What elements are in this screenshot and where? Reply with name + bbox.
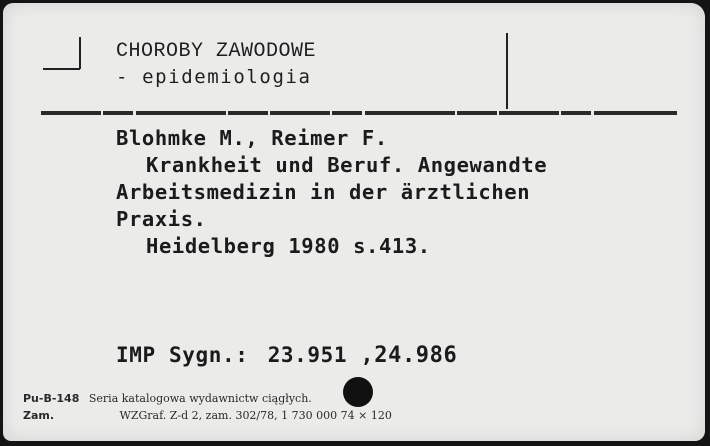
entry-title-line1: Krankheit und Beruf. Angewandte	[146, 153, 548, 177]
entry-publication: Heidelberg 1980 s.413.	[146, 234, 431, 258]
signature-suffix: ,24.986	[360, 343, 458, 368]
header-horizontal-rule	[41, 110, 681, 118]
signature-number: 23.951	[267, 343, 348, 367]
footer-line2-prefix: Zam.	[23, 409, 55, 422]
footer-line2-text: WZGraf. Z-d 2, zam. 302/78, 1 730 000 74 × 120	[119, 409, 392, 422]
catalog-card	[3, 3, 705, 441]
entry-author: Blohmke M., Reimer F.	[116, 126, 388, 150]
entry-title-line2: Arbeitsmedizin in der ärztlichen	[116, 180, 531, 204]
footer-line2	[23, 409, 392, 422]
footer-line1-text: Seria katalogowa wydawnictw ciągłych.	[88, 392, 312, 405]
corner-mark	[41, 35, 91, 75]
heading-title: CHOROBY ZAWODOWE	[116, 40, 317, 63]
punch-hole	[343, 377, 373, 407]
entry-title-line3: Praxis.	[116, 207, 207, 231]
header-vertical-rule	[503, 33, 511, 113]
signature-line	[116, 343, 457, 368]
heading-subtitle: - epidemiologia	[116, 66, 312, 88]
signature-label: IMP Sygn.:	[116, 343, 249, 367]
footer-line1	[23, 392, 312, 405]
footer-line1-prefix: Pu-B-148	[23, 392, 80, 405]
